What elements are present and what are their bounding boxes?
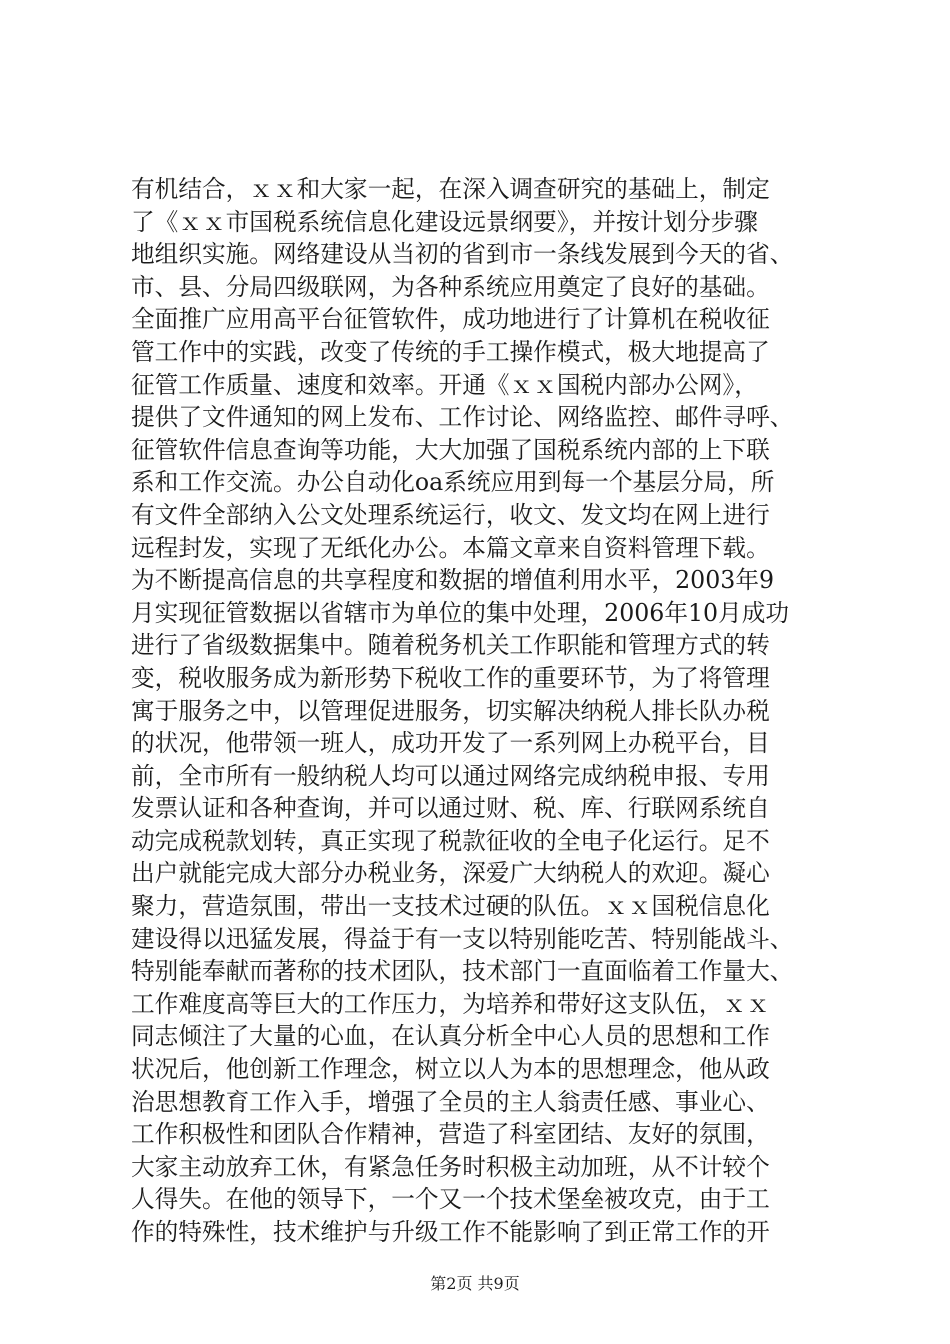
text-line: 远程封发，实现了无纸化办公。本篇文章来自资料管理下载。	[131, 533, 770, 562]
text-line: 了《ｘｘ市国税系统信息化建设远景纲要》，并按计划分步骤	[131, 207, 758, 236]
text-line: 有机结合，ｘｘ和大家一起，在深入调查研究的基础上，制定	[131, 175, 770, 203]
text-line: 出户就能完成大部分办税业务，深爱广大纳税人的欢迎。凝心	[131, 859, 770, 888]
text-line: 管工作中的实践，改变了传统的手工操作模式，极大地提高了	[131, 337, 770, 366]
text-line: 的状况，他带领一班人，成功开发了一系列网上办税平台，目	[131, 729, 770, 758]
text-line: 大家主动放弃工休，有紧急任务时积极主动加班，从不计较个	[131, 1152, 770, 1181]
text-line: 特别能奉献而著称的技术团队，技术部门一直面临着工作量大、	[131, 957, 794, 986]
text-line: 聚力，营造氛围，带出一支技术过硬的队伍。ｘｘ国税信息化	[131, 892, 770, 921]
text-line: 为不断提高信息的共享程度和数据的增值利用水平，2003年9	[131, 566, 775, 595]
page-number-footer: 第2页 共9页	[430, 1274, 520, 1293]
text-line: 发票认证和各种查询，并可以通过财、税、库、行联网系统自	[131, 794, 770, 823]
body-text	[131, 173, 831, 1249]
text-line: 工作难度高等巨大的工作压力，为培养和带好这支队伍，ｘｘ	[131, 989, 770, 1018]
text-line: 作的特殊性，技术维护与升级工作不能影响了到正常工作的开	[131, 1218, 770, 1246]
text-line: 变，税收服务成为新形势下税收工作的重要环节，为了将管理	[131, 663, 770, 692]
text-line: 征管软件信息查询等功能，大大加强了国税系统内部的上下联	[131, 435, 770, 464]
text-line: 治思想教育工作入手，增强了全员的主人翁责任感、事业心、	[131, 1087, 770, 1116]
text-line: 月实现征管数据以省辖市为单位的集中处理，2006年10月成功	[131, 598, 790, 627]
text-line: 市、县、分局四级联网，为各种系统应用奠定了良好的基础。	[131, 272, 770, 301]
text-line: 系和工作交流。办公自动化oa系统应用到每一个基层分局，所	[131, 468, 775, 497]
text-line: 人得失。在他的领导下，一个又一个技术堡垒被攻克，由于工	[131, 1185, 770, 1214]
text-line: 前，全市所有一般纳税人均可以通过网络完成纳税申报、专用	[131, 761, 770, 790]
text-line: 地组织实施。网络建设从当初的省到市一条线发展到今天的省、	[131, 240, 794, 269]
text-line: 进行了省级数据集中。随着税务机关工作职能和管理方式的转	[131, 631, 770, 660]
text-line: 全面推广应用高平台征管软件，成功地进行了计算机在税收征	[131, 305, 770, 334]
text-line: 提供了文件通知的网上发布、工作讨论、网络监控、邮件寻呼、	[131, 403, 794, 432]
text-line: 同志倾注了大量的心血，在认真分析全中心人员的思想和工作	[131, 1022, 770, 1051]
text-line: 动完成税款划转，真正实现了税款征收的全电子化运行。足不	[131, 826, 770, 855]
text-line: 状况后，他创新工作理念，树立以人为本的思想理念，他从政	[131, 1055, 770, 1084]
text-line: 建设得以迅猛发展，得益于有一支以特别能吃苦、特别能战斗、	[131, 924, 794, 953]
text-line: 寓于服务之中，以管理促进服务，切实解决纳税人排长队办税	[131, 696, 770, 725]
text-line: 征管工作质量、速度和效率。开通《ｘｘ国税内部办公网》，	[131, 370, 758, 399]
text-line: 工作积极性和团队合作精神，营造了科室团结、友好的氛围，	[131, 1120, 770, 1149]
text-line: 有文件全部纳入公文处理系统运行，收文、发文均在网上进行	[131, 500, 770, 529]
